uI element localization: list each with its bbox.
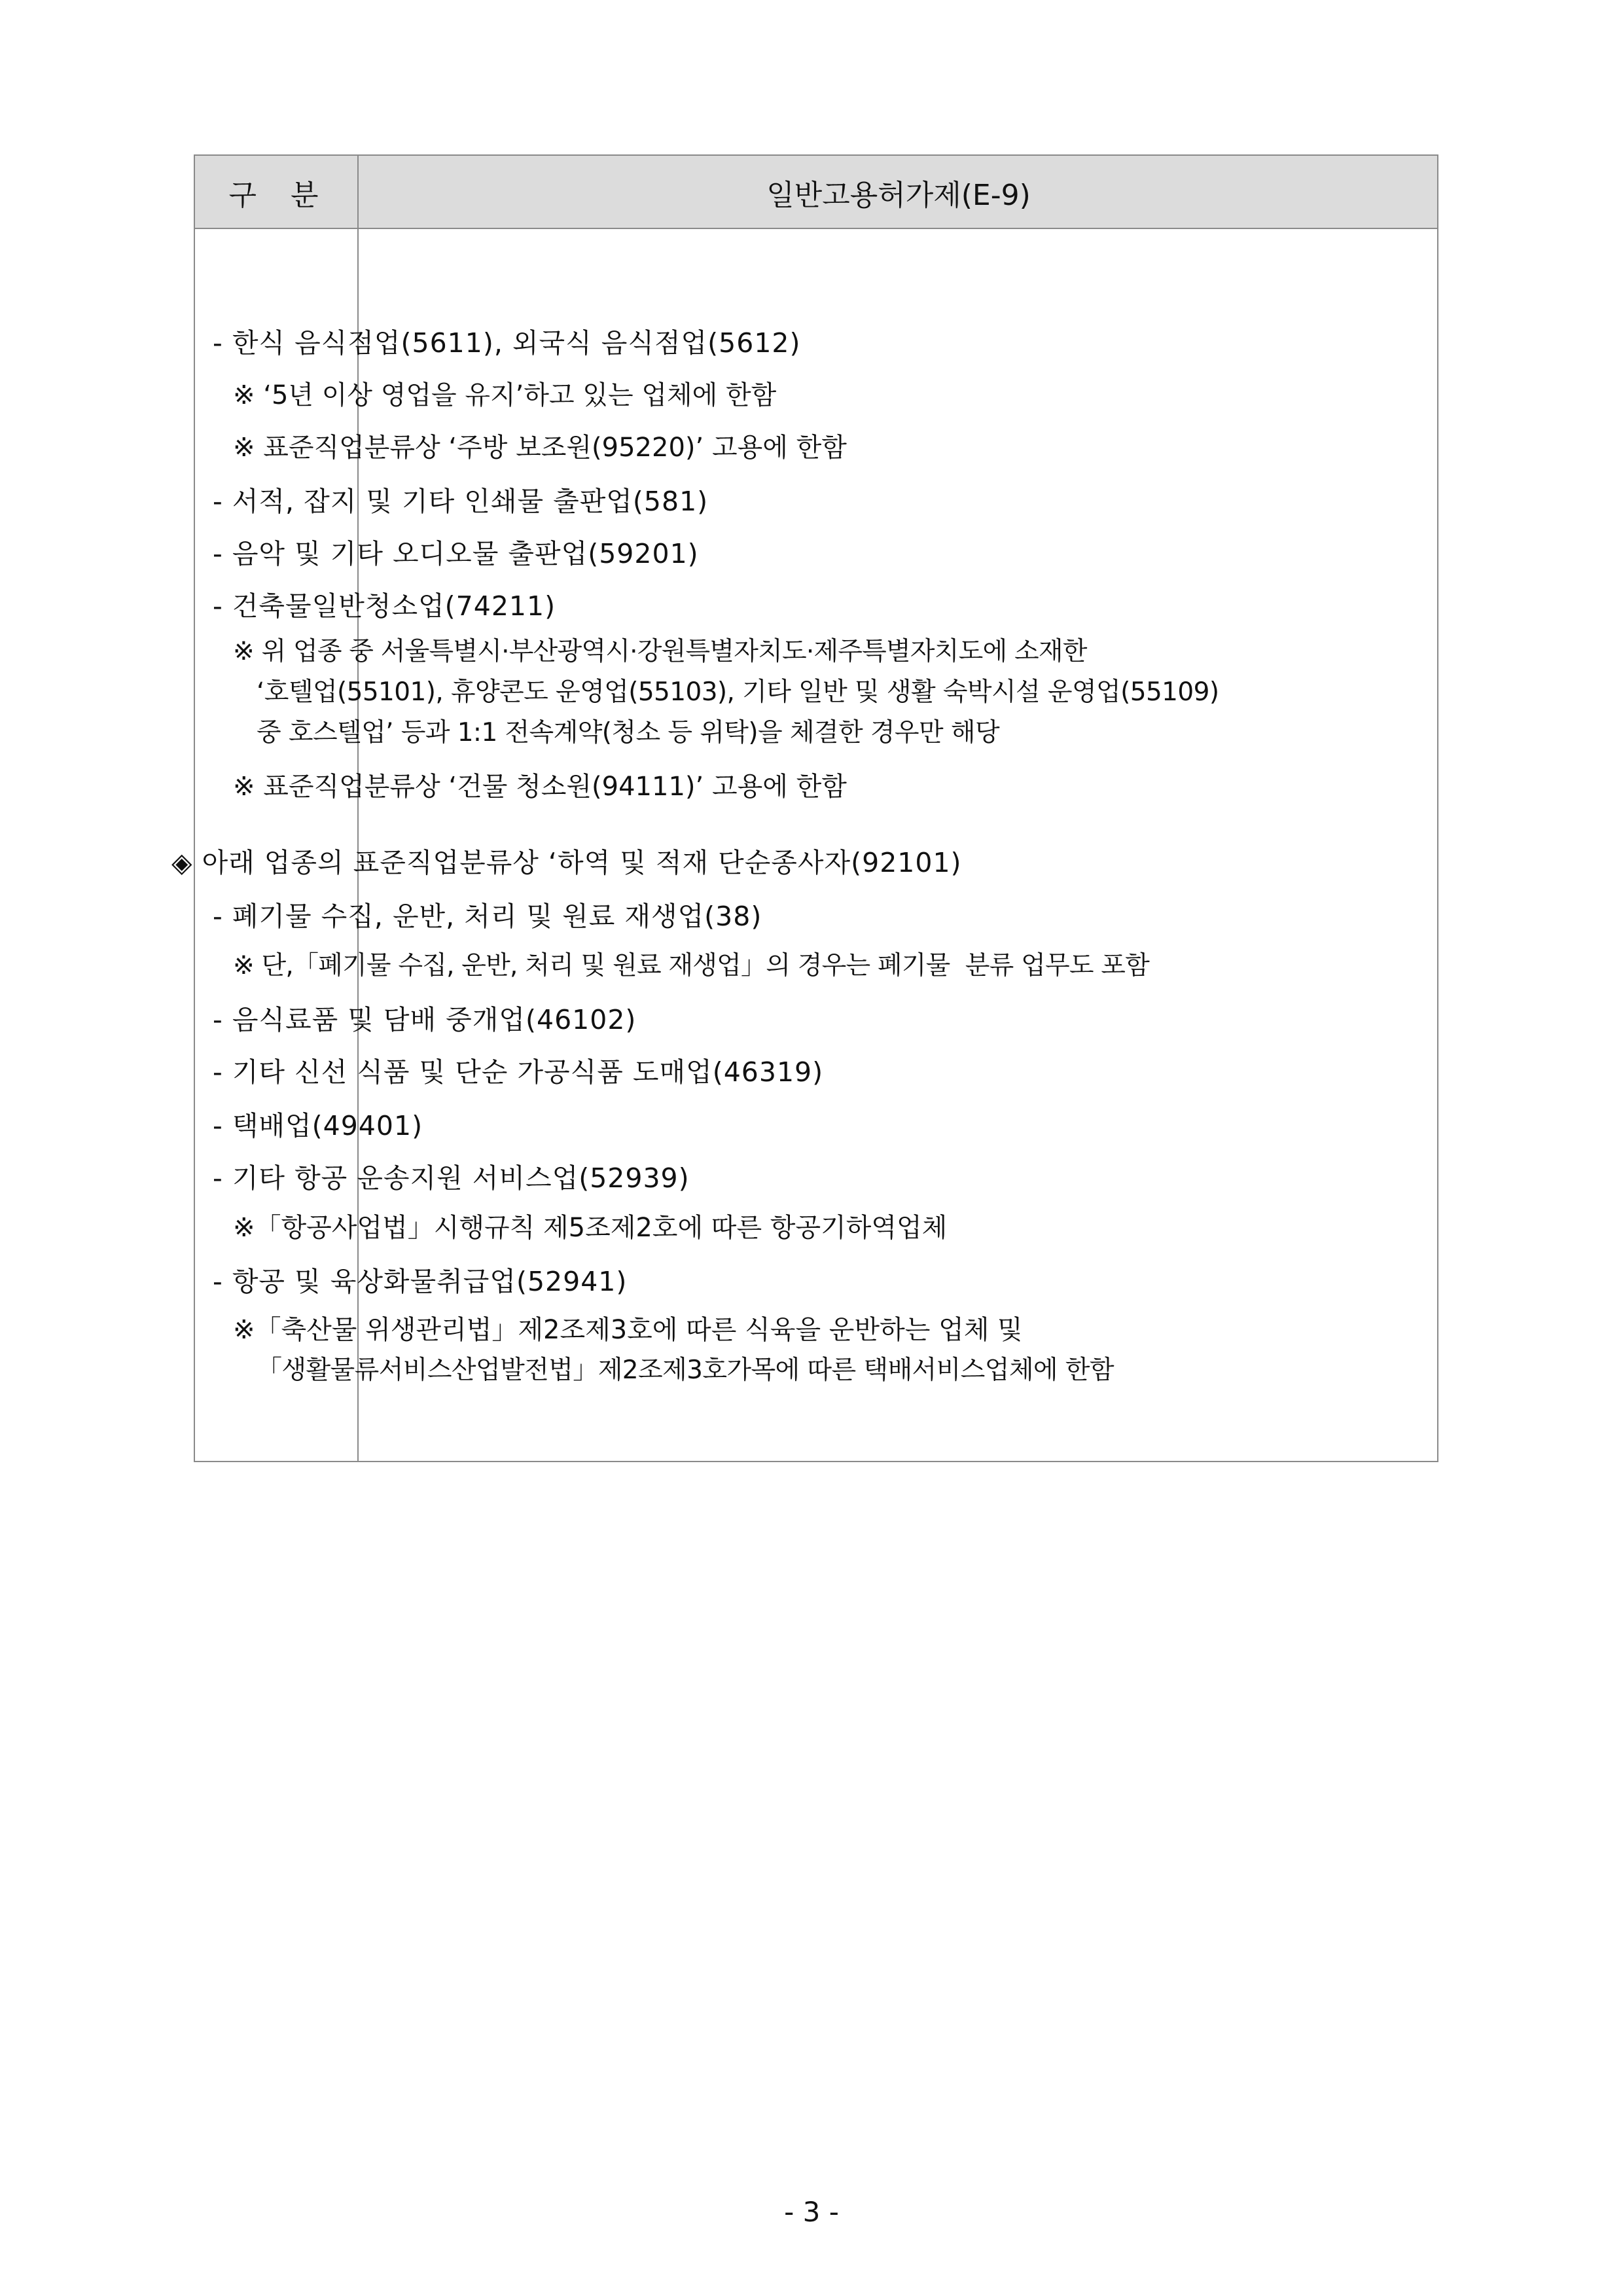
header-category-cell: 구 분 [228, 179, 324, 212]
industry-note-continuation: 「생활물류서비스산업발전법」제2조제3호가목에 따른 택배서비스업체에 한함 [257, 1355, 1114, 1385]
industry-item: - 기타 신선 식품 및 단순 가공식품 도매업(46319) [213, 1056, 824, 1088]
industry-note: ※ 표준직업분류상 ‘건물 청소원(94111)’ 고용에 한함 [233, 772, 847, 802]
industry-item: - 서적, 잡지 및 기타 인쇄물 출판업(581) [213, 486, 709, 517]
header-title-cell: 일반고용허가제(E-9) [766, 179, 1031, 212]
industry-item: - 택배업(49401) [213, 1110, 423, 1141]
industry-item: - 폐기물 수집, 운반, 처리 및 원료 재생업(38) [213, 901, 762, 932]
industry-item: - 한식 음식점업(5611), 외국식 음식점업(5612) [213, 327, 801, 359]
industry-item: - 항공 및 육상화물취급업(52941) [213, 1266, 628, 1297]
section-heading: ◈ 아래 업종의 표준직업분류상 ‘하역 및 적재 단순종사자(92101) [171, 847, 962, 878]
industry-note: ※「축산물 위생관리법」제2조제3호에 따른 식육을 운반하는 업체 및 [233, 1315, 1023, 1345]
industry-item: - 음악 및 기타 오디오물 출판업(59201) [213, 538, 699, 569]
industry-note: ※ 단,「폐기물 수집, 운반, 처리 및 원료 재생업」의 경우는 폐기물 분류 업무도 포함 [233, 951, 1150, 980]
industry-note: ※ ‘5년 이상 영업을 유지’하고 있는 업체에 한함 [233, 380, 777, 410]
industry-item: - 음식료품 및 담배 중개업(46102) [213, 1004, 637, 1035]
industry-note-continuation: 중 호스텔업’ 등과 1:1 전속계약(청소 등 위탁)을 체결한 경우만 해당 [257, 718, 1000, 747]
industry-note: ※ 위 업종 중 서울특별시·부산광역시·강원특별자치도·제주특별자치도에 소재한 [233, 637, 1087, 666]
industry-item: - 기타 항공 운송지원 서비스업(52939) [213, 1162, 690, 1194]
table-header-row [195, 156, 1437, 229]
page-number: - 3 - [784, 2196, 839, 2228]
industry-note: ※「항공사업법」시행규칙 제5조제2호에 따른 항공기하역업체 [233, 1213, 948, 1243]
industry-item: - 건축물일반청소업(74211) [213, 590, 556, 622]
industry-note-continuation: ‘호텔업(55101), 휴양콘도 운영업(55103), 기타 일반 및 생활 숙박시설 운영업(55109) [257, 677, 1219, 707]
industry-note: ※ 표준직업분류상 ‘주방 보조원(95220)’ 고용에 한함 [233, 433, 847, 463]
